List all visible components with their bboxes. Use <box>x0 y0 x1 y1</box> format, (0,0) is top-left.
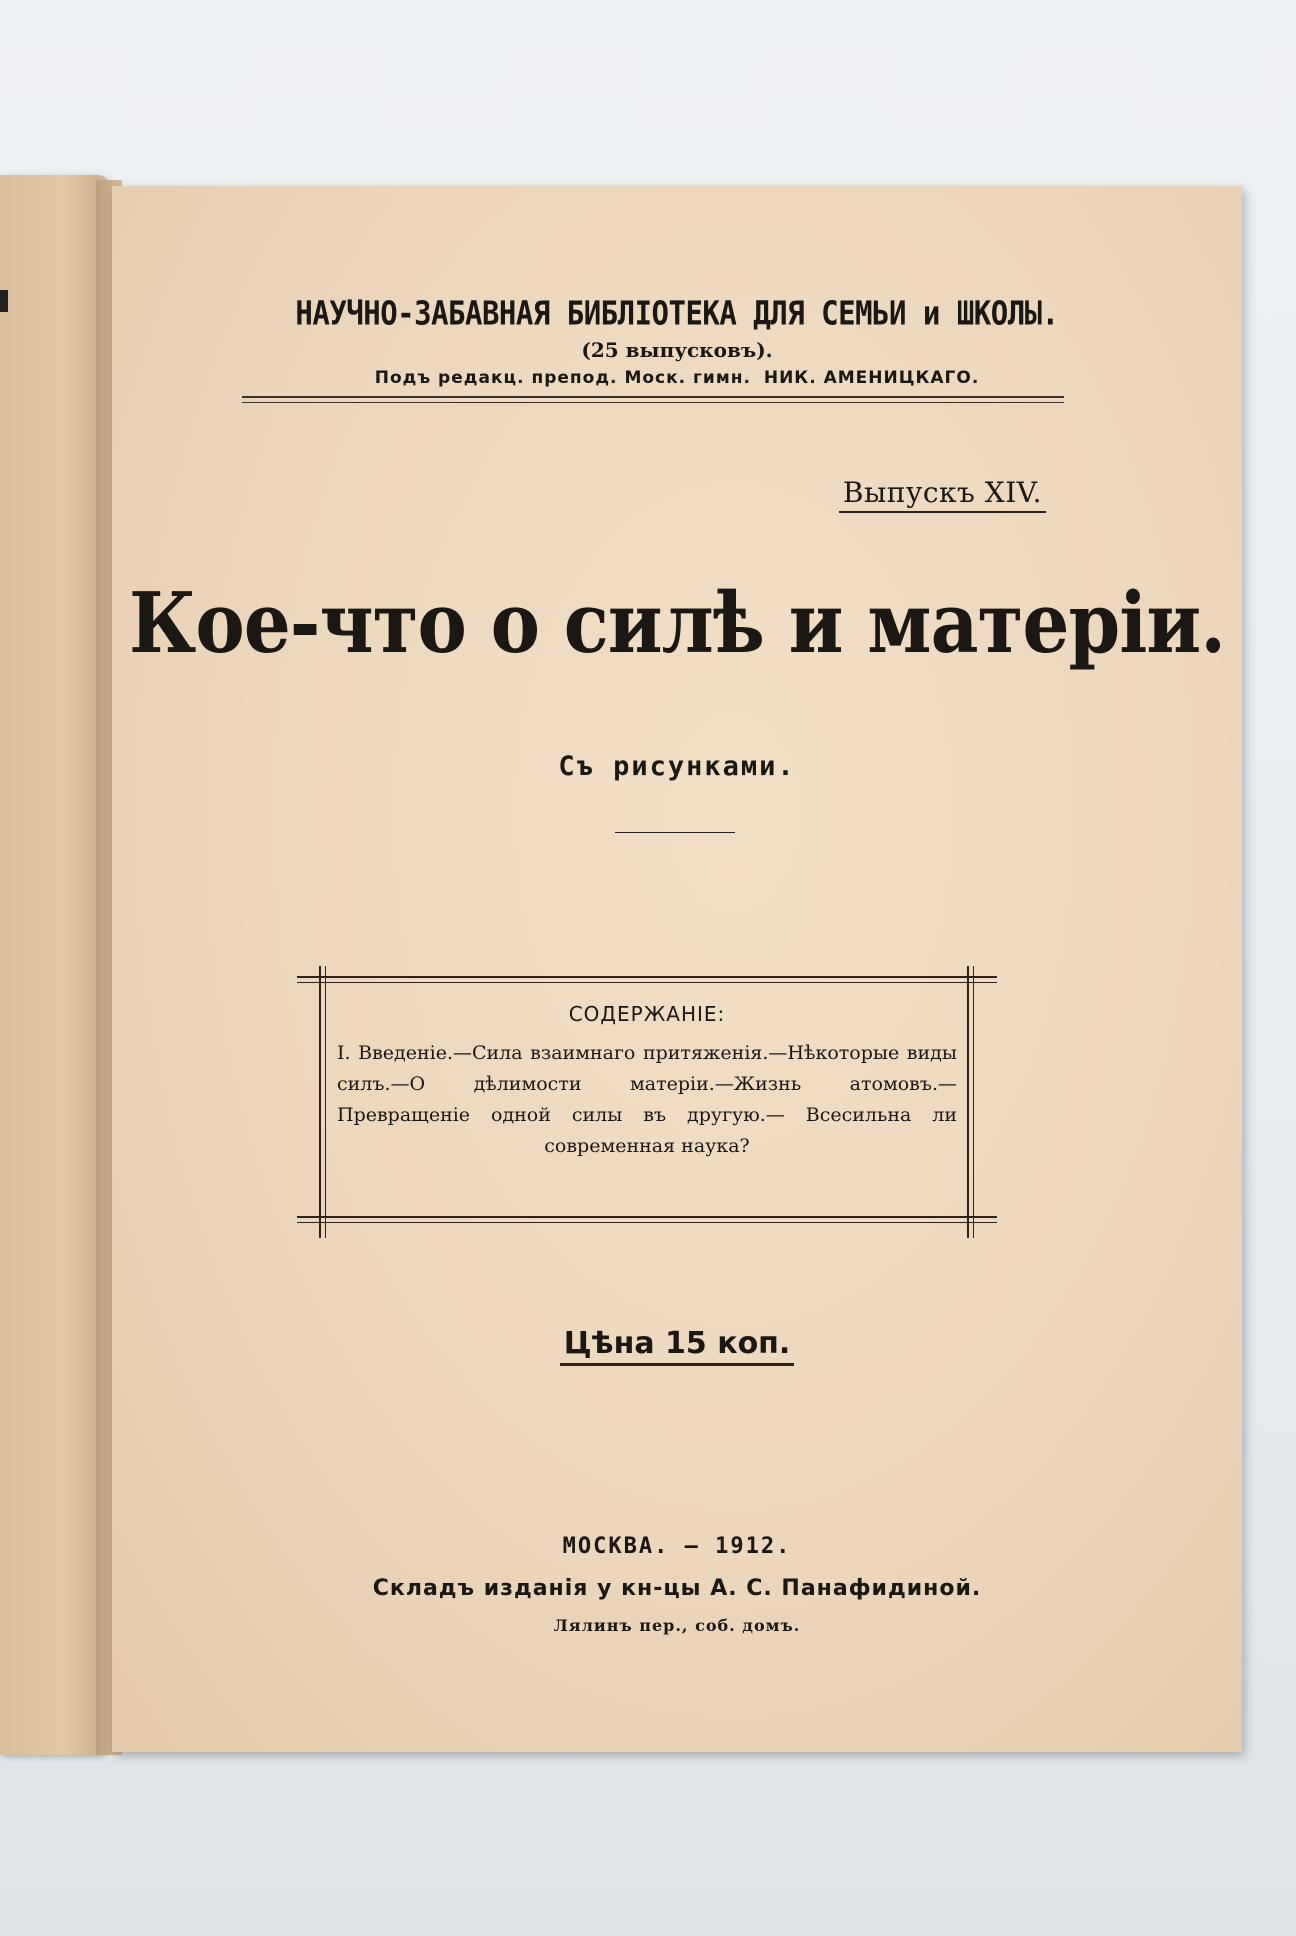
contents-text: I. Введеніе.—Сила взаимнаго притяженія.—Нѣкоторые виды силъ.—О дѣлимости матеріи.—Жизнь атомовъ.— Превращеніе одной силы въ другую.— Всесильна ли современная наука? <box>337 1042 957 1157</box>
issues-count: (25 выпусковъ). <box>581 338 773 362</box>
box-top-rule <box>297 976 997 983</box>
editor-line <box>112 368 1242 388</box>
imprint-address: Лялинъ пер., соб. домъ. <box>553 1616 801 1635</box>
page-mark <box>0 290 8 312</box>
contents-heading: СОДЕРЖАНІЕ: <box>568 1002 726 1026</box>
left-page-edge <box>0 175 108 1755</box>
book-title: Кое-что о силѣ и матеріи. <box>129 575 1225 673</box>
box-left-rule <box>319 966 326 1238</box>
box-bottom-rule <box>297 1216 997 1223</box>
contents-block <box>337 1002 957 1162</box>
price: Цѣна 15 коп. <box>560 1326 795 1366</box>
editor-prefix: Подъ редакц. препод. Моск. гимн. <box>374 368 751 388</box>
issue-number: Выпускъ XIV. <box>839 476 1046 513</box>
subtitle-rule <box>615 832 735 833</box>
header-rule <box>242 396 1064 403</box>
price-line <box>112 1326 1242 1361</box>
editor-name: НИК. АМЕНИЦКАГО. <box>763 368 980 388</box>
box-right-rule <box>967 966 974 1238</box>
imprint-warehouse: Складъ изданія у кн-цы А. С. Панафидиной. <box>372 1576 982 1601</box>
title-page <box>112 186 1242 1752</box>
book-subtitle: Съ рисунками. <box>558 751 796 782</box>
contents-box <box>297 976 997 1226</box>
series-title: НАУЧНО-ЗАБАВНАЯ БИБЛІОТЕКА ДЛЯ СЕМЬИ и ШКОЛЫ. <box>295 293 1059 333</box>
imprint-city-year: МОСКВА. — 1912. <box>562 1534 792 1559</box>
